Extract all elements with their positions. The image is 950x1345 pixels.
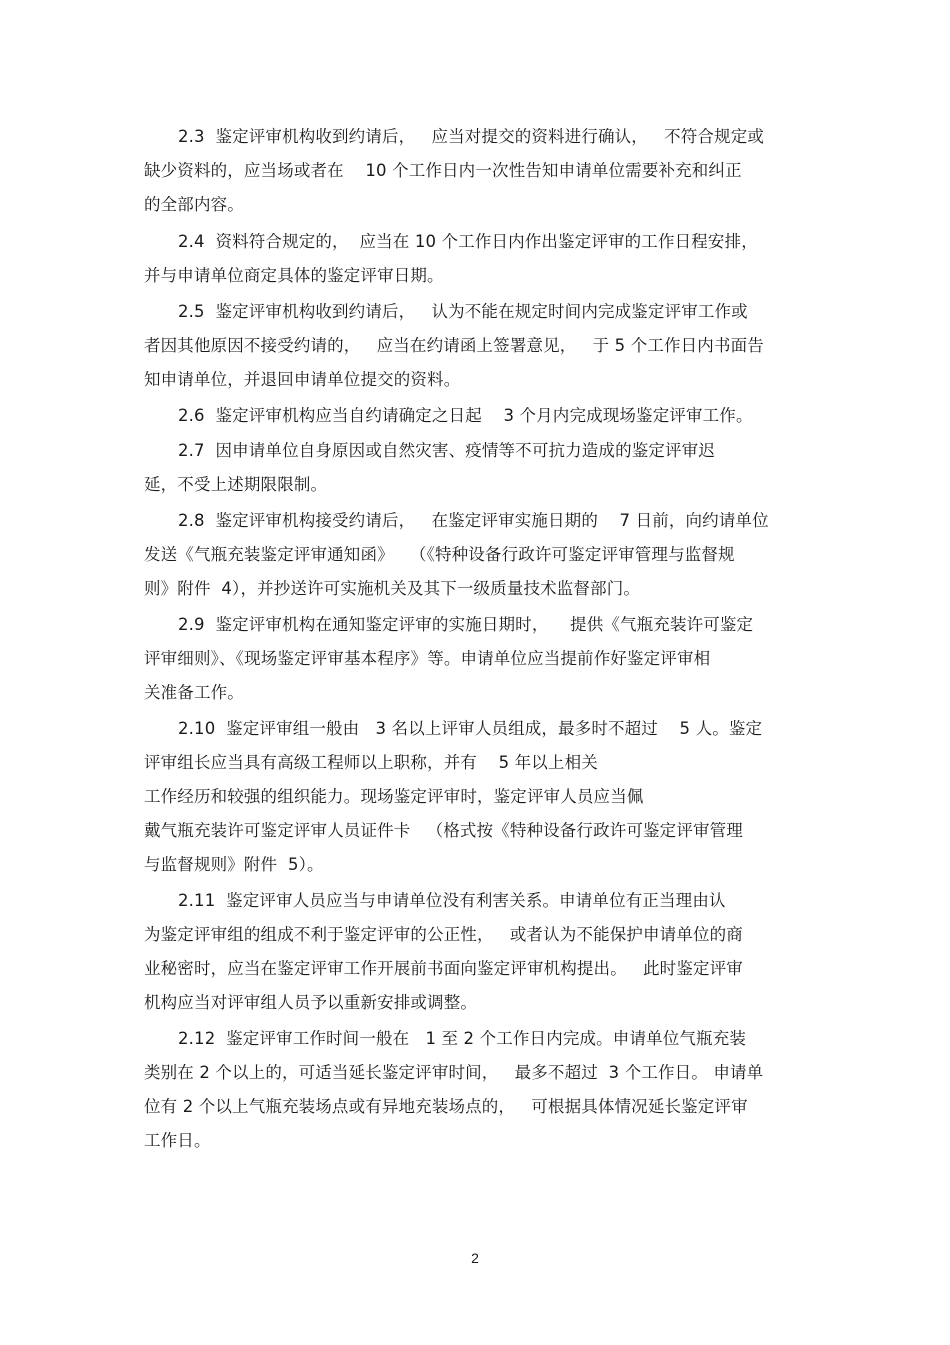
paragraph-2-10-line-4: 戴气瓶充装许可鉴定评审人员证件卡 （格式按《特种设备行政许可鉴定评审管理 — [144, 821, 743, 840]
paragraph-2-4-line-1: 2.4 资料符合规定的， 应当在 10 个工作日内作出鉴定评审的工作日程安排， — [178, 232, 758, 251]
paragraph-2-11-line-4: 机构应当对评审组人员予以重新安排或调整。 — [144, 993, 477, 1012]
paragraph-2-3-line-2: 缺少资料的，应当场或者在 10 个工作日内一次性告知申请单位需要补充和纠正 — [144, 161, 742, 180]
paragraph-2-9-line-2: 评审细则》、《现场鉴定评审基本程序》等。申请单位应当提前作好鉴定评审相 — [144, 649, 711, 668]
paragraph-2-5-line-3: 知申请单位，并退回申请单位提交的资料。 — [144, 370, 461, 389]
paragraph-2-12-line-4: 工作日。 — [144, 1131, 211, 1150]
paragraph-2-5-line-2: 者因其他原因不接受约请的， 应当在约请函上签署意见， 于 5 个工作日内书面告 — [144, 336, 764, 355]
paragraph-2-7-line-2: 延，不受上述期限限制。 — [144, 475, 328, 494]
paragraph-2-10-line-2: 评审组长应当具有高级工程师以上职称，并有 5 年以上相关 — [144, 753, 598, 772]
paragraph-2-6-line-1: 2.6 鉴定评审机构应当自约请确定之日起 3 个月内完成现场鉴定评审工作。 — [178, 406, 753, 425]
paragraph-2-8-line-3: 则》附件 4），并抄送许可实施机关及其下一级质量技术监督部门。 — [144, 579, 641, 598]
paragraph-2-8-line-1: 2.8 鉴定评审机构接受约请后， 在鉴定评审实施日期的 7 日前，向约请单位 — [178, 511, 769, 530]
paragraph-2-12-line-1: 2.12 鉴定评审工作时间一般在 1 至 2 个工作日内完成。申请单位气瓶充装 — [178, 1029, 746, 1048]
paragraph-2-3-line-3: 的全部内容。 — [144, 195, 244, 214]
paragraph-2-12-line-3: 位有 2 个以上气瓶充装场点或有异地充装场点的， 可根据具体情况延长鉴定评审 — [144, 1097, 748, 1116]
paragraph-2-4-line-2: 并与申请单位商定具体的鉴定评审日期。 — [144, 266, 444, 285]
paragraph-2-3-line-1: 2.3 鉴定评审机构收到约请后， 应当对提交的资料进行确认， 不符合规定或 — [178, 127, 764, 146]
paragraph-2-9-line-3: 关准备工作。 — [144, 683, 244, 702]
paragraph-2-7-line-1: 2.7 因申请单位自身原因或自然灾害、疫情等不可抗力造成的鉴定评审迟 — [178, 441, 715, 460]
paragraph-2-9-line-1: 2.9 鉴定评审机构在通知鉴定评审的实施日期时， 提供《气瓶充装许可鉴定 — [178, 615, 754, 634]
paragraph-2-11-line-2: 为鉴定评审组的组成不利于鉴定评审的公正性， 或者认为不能保护申请单位的商 — [144, 925, 743, 944]
paragraph-2-8-line-2: 发送《气瓶充装鉴定评审通知函》 （《特种设备行政许可鉴定评审管理与监督规 — [144, 545, 735, 564]
paragraph-2-5-line-1: 2.5 鉴定评审机构收到约请后， 认为不能在规定时间内完成鉴定评审工作或 — [178, 302, 748, 321]
paragraph-2-10-line-5: 与监督规则》附件 5）。 — [144, 855, 324, 874]
page-number: 2 — [471, 1250, 479, 1266]
paragraph-2-10-line-3: 工作经历和较强的组织能力。现场鉴定评审时，鉴定评审人员应当佩 — [144, 787, 644, 806]
paragraph-2-11-line-3: 业秘密时，应当在鉴定评审工作开展前书面向鉴定评审机构提出。 此时鉴定评审 — [144, 959, 743, 978]
paragraph-2-10-line-1: 2.10 鉴定评审组一般由 3 名以上评审人员组成，最多时不超过 5 人。鉴定 — [178, 719, 763, 738]
paragraph-2-12-line-2: 类别在 2 个以上的，可适当延长鉴定评审时间， 最多不超过 3 个工作日。 申请单 — [144, 1063, 764, 1082]
paragraph-2-11-line-1: 2.11 鉴定评审人员应当与申请单位没有利害关系。申请单位有正当理由认 — [178, 891, 726, 910]
